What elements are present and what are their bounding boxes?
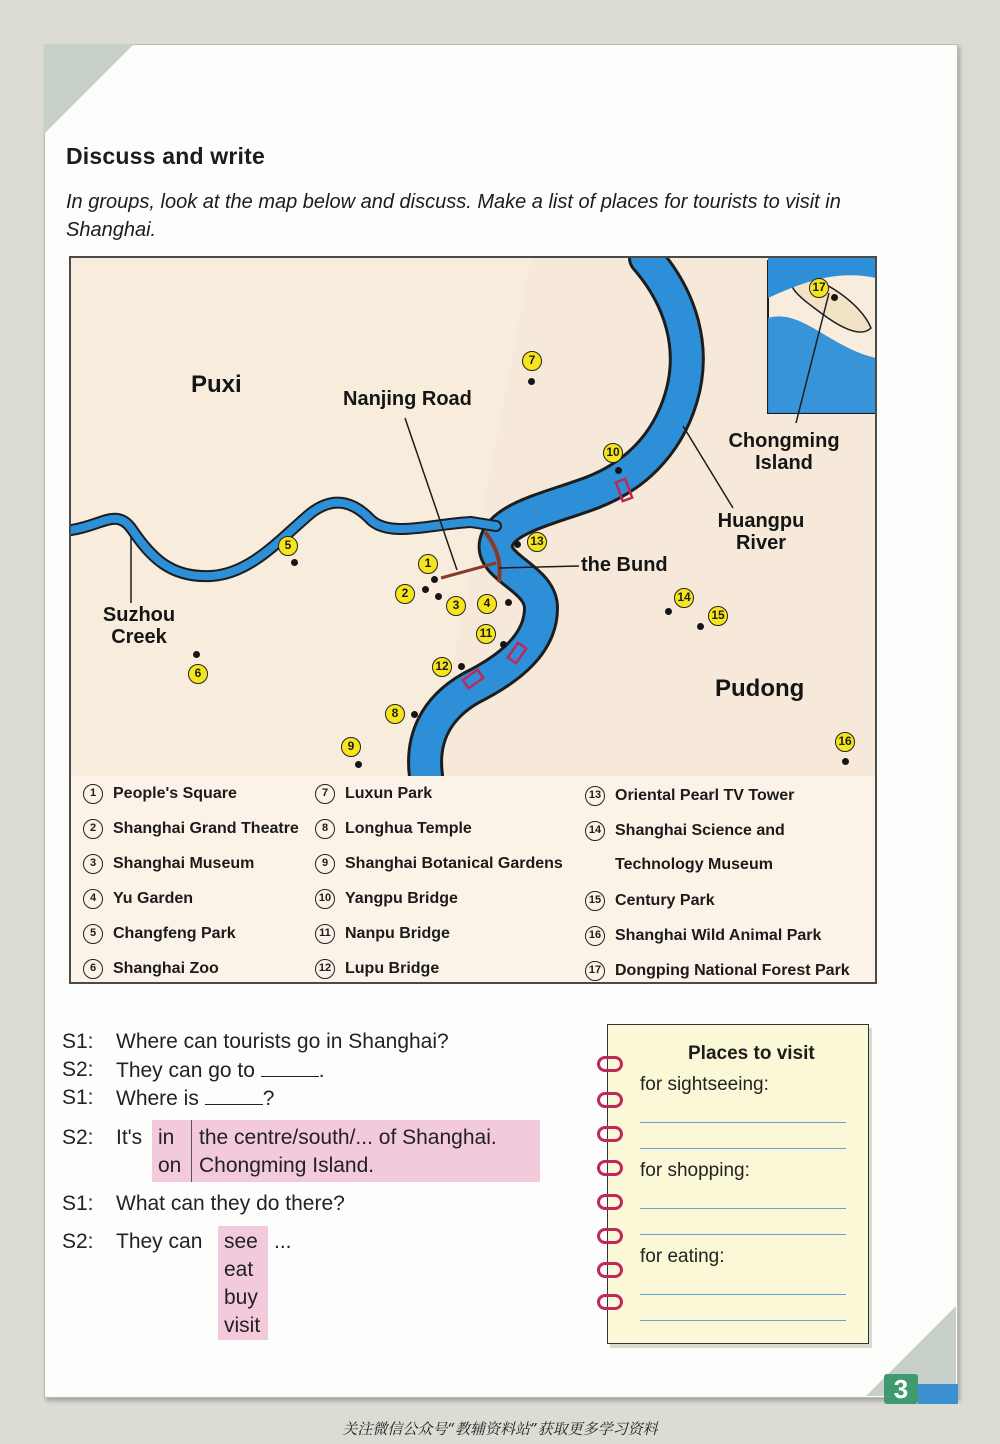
location-dot bbox=[435, 593, 442, 600]
legend-label: Yu Garden bbox=[113, 890, 194, 907]
footer-note: 关注微信公众号“教辅资料站”获取更多学习资料 bbox=[342, 1420, 658, 1438]
legend-number: 13 bbox=[585, 786, 605, 806]
legend-label: Shanghai Museum bbox=[113, 855, 255, 872]
writing-line[interactable] bbox=[640, 1208, 846, 1209]
suzhou-creek-label: Suzhou Creek bbox=[102, 604, 176, 648]
ellipsis: ... bbox=[274, 1230, 292, 1253]
dialogue-line: Where can tourists go in Shanghai? bbox=[116, 1030, 449, 1053]
legend-item bbox=[315, 924, 450, 944]
verb-option: see bbox=[224, 1230, 258, 1253]
dialogue-text: They can go to bbox=[116, 1059, 255, 1082]
dialogue-line bbox=[116, 1086, 274, 1111]
the-bund-label: the Bund bbox=[581, 554, 668, 576]
legend-number: 9 bbox=[315, 854, 335, 874]
legend-number: 11 bbox=[315, 924, 335, 944]
location-dot bbox=[665, 608, 672, 615]
preposition-option: on bbox=[158, 1154, 182, 1177]
writing-line[interactable] bbox=[640, 1148, 846, 1149]
location-dot bbox=[615, 467, 622, 474]
speaker-label: S1: bbox=[62, 1192, 94, 1215]
preposition-option: in bbox=[158, 1126, 175, 1149]
map-marker: 9 bbox=[341, 737, 361, 757]
huangpu-river-label: Huangpu River bbox=[717, 510, 805, 554]
legend-label: Century Park bbox=[615, 892, 715, 909]
location-dot bbox=[411, 711, 418, 718]
legend-number: 4 bbox=[83, 889, 103, 909]
speaker-label: S2: bbox=[62, 1126, 94, 1149]
location-dot bbox=[514, 541, 521, 548]
legend-label: Shanghai Wild Animal Park bbox=[615, 927, 822, 944]
legend-item bbox=[83, 924, 236, 944]
legend-label: Yangpu Bridge bbox=[345, 890, 458, 907]
notebook-label: for eating: bbox=[640, 1246, 725, 1267]
legend-item bbox=[315, 889, 458, 909]
page-tab bbox=[918, 1384, 958, 1404]
notebook-ring bbox=[597, 1228, 623, 1244]
dialogue-line bbox=[116, 1058, 325, 1083]
map-marker: 16 bbox=[835, 732, 855, 752]
legend-item bbox=[585, 821, 785, 841]
location-option: Chongming Island. bbox=[199, 1154, 375, 1177]
map-marker: 2 bbox=[395, 584, 415, 604]
dialogue-text: Where is bbox=[116, 1087, 199, 1110]
notebook bbox=[607, 1024, 869, 1344]
legend-number: 6 bbox=[83, 959, 103, 979]
location-dot bbox=[422, 586, 429, 593]
location-dot bbox=[842, 758, 849, 765]
speaker-label: S2: bbox=[62, 1058, 94, 1081]
legend-label: Shanghai Botanical Gardens bbox=[345, 855, 563, 872]
legend-number: 1 bbox=[83, 784, 103, 804]
page-number: 3 bbox=[884, 1374, 918, 1404]
section-title: Discuss and write bbox=[66, 143, 265, 169]
map-marker: 11 bbox=[476, 624, 496, 644]
notebook-label: for sightseeing: bbox=[640, 1074, 769, 1095]
location-dot bbox=[831, 294, 838, 301]
notebook-ring bbox=[597, 1294, 623, 1310]
answer-blank bbox=[205, 1086, 263, 1105]
shanghai-map bbox=[69, 256, 877, 984]
legend-label: Shanghai Science and bbox=[615, 822, 785, 839]
legend-item bbox=[315, 854, 563, 874]
legend-label: Nanpu Bridge bbox=[345, 925, 450, 942]
legend-item bbox=[315, 819, 472, 839]
notebook-ring bbox=[597, 1126, 623, 1142]
writing-line[interactable] bbox=[640, 1294, 846, 1295]
legend-label: Shanghai Grand Theatre bbox=[113, 820, 299, 837]
location-dot bbox=[193, 651, 200, 658]
location-dot bbox=[458, 663, 465, 670]
legend-item bbox=[585, 926, 821, 946]
dialogue-text: It's bbox=[116, 1126, 143, 1149]
writing-line[interactable] bbox=[640, 1234, 846, 1235]
legend-label: Technology Museum bbox=[615, 856, 773, 873]
map-marker: 14 bbox=[674, 588, 694, 608]
map-marker: 10 bbox=[603, 443, 623, 463]
legend-item bbox=[585, 786, 794, 806]
legend-item bbox=[585, 891, 715, 911]
location-dot bbox=[291, 559, 298, 566]
legend-number: 10 bbox=[315, 889, 335, 909]
map-marker: 15 bbox=[708, 606, 728, 626]
legend-item bbox=[315, 959, 439, 979]
speaker-label: S2: bbox=[62, 1230, 94, 1253]
dialogue-line: What can they do there? bbox=[116, 1192, 345, 1215]
notebook-ring bbox=[597, 1092, 623, 1108]
instructions-text: In groups, look at the map below and discuss. Make a list of places for tourists to visit in Shanghai. bbox=[66, 191, 841, 241]
writing-line[interactable] bbox=[640, 1122, 846, 1123]
map-marker: 17 bbox=[809, 278, 829, 298]
puxi-label: Puxi bbox=[191, 371, 242, 398]
map-marker: 8 bbox=[385, 704, 405, 724]
legend-number: 12 bbox=[315, 959, 335, 979]
legend-item bbox=[83, 889, 193, 909]
notebook-ring bbox=[597, 1262, 623, 1278]
chongming-island-label: Chongming Island bbox=[728, 430, 840, 474]
notebook-ring bbox=[597, 1160, 623, 1176]
legend-label: People's Square bbox=[113, 785, 237, 802]
answer-blank bbox=[261, 1058, 319, 1077]
legend-label: Shanghai Zoo bbox=[113, 960, 219, 977]
legend-item bbox=[83, 819, 299, 839]
page-corner-fold bbox=[44, 44, 134, 134]
legend-label: Lupu Bridge bbox=[345, 960, 440, 977]
legend-number: 15 bbox=[585, 891, 605, 911]
notebook-label: for shopping: bbox=[640, 1160, 750, 1181]
divider bbox=[191, 1120, 192, 1182]
legend-number: 5 bbox=[83, 924, 103, 944]
map-marker: 4 bbox=[477, 594, 497, 614]
dialogue-punctuation: . bbox=[318, 1059, 325, 1082]
legend-number: 14 bbox=[585, 821, 605, 841]
speaker-label: S1: bbox=[62, 1030, 94, 1053]
map-marker: 13 bbox=[527, 532, 547, 552]
legend-number: 7 bbox=[315, 784, 335, 804]
verb-option: visit bbox=[224, 1314, 261, 1337]
legend-item bbox=[83, 959, 219, 979]
dialogue-text: They can bbox=[116, 1230, 203, 1253]
writing-line[interactable] bbox=[640, 1320, 846, 1321]
verb-option: eat bbox=[224, 1258, 254, 1281]
legend-label: Dongping National Forest Park bbox=[615, 962, 850, 979]
map-marker: 1 bbox=[418, 554, 438, 574]
map-marker: 5 bbox=[278, 536, 298, 556]
legend-item bbox=[83, 854, 254, 874]
legend-item bbox=[315, 784, 432, 804]
legend-number: 3 bbox=[83, 854, 103, 874]
legend-item-continued bbox=[615, 856, 773, 874]
legend-label: Oriental Pearl TV Tower bbox=[615, 787, 795, 804]
map-marker: 3 bbox=[446, 596, 466, 616]
dialogue-punctuation: ? bbox=[262, 1087, 275, 1110]
legend-number: 8 bbox=[315, 819, 335, 839]
map-marker: 12 bbox=[432, 657, 452, 677]
legend-item bbox=[585, 961, 850, 981]
map-drawing bbox=[71, 258, 877, 984]
notebook-ring bbox=[597, 1056, 623, 1072]
location-dot bbox=[697, 623, 704, 630]
pudong-label: Pudong bbox=[715, 675, 805, 702]
legend-label: Changfeng Park bbox=[113, 925, 236, 942]
speaker-label: S1: bbox=[62, 1086, 94, 1109]
location-dot bbox=[500, 641, 507, 648]
nanjing-road-label: Nanjing Road bbox=[343, 388, 472, 410]
notebook-ring bbox=[597, 1194, 623, 1210]
location-dot bbox=[528, 378, 535, 385]
legend-label: Longhua Temple bbox=[345, 820, 472, 837]
location-dot bbox=[505, 599, 512, 606]
map-marker: 7 bbox=[522, 351, 542, 371]
location-option: the centre/south/... of Shanghai. bbox=[199, 1126, 497, 1149]
legend-number: 17 bbox=[585, 961, 605, 981]
legend-label: Luxun Park bbox=[345, 785, 433, 802]
verb-option: buy bbox=[224, 1286, 258, 1309]
legend-item bbox=[83, 784, 237, 804]
map-marker: 6 bbox=[188, 664, 208, 684]
location-dot bbox=[355, 761, 362, 768]
location-dot bbox=[431, 576, 438, 583]
legend-number: 2 bbox=[83, 819, 103, 839]
legend-number: 16 bbox=[585, 926, 605, 946]
notebook-title: Places to visit bbox=[688, 1043, 815, 1064]
